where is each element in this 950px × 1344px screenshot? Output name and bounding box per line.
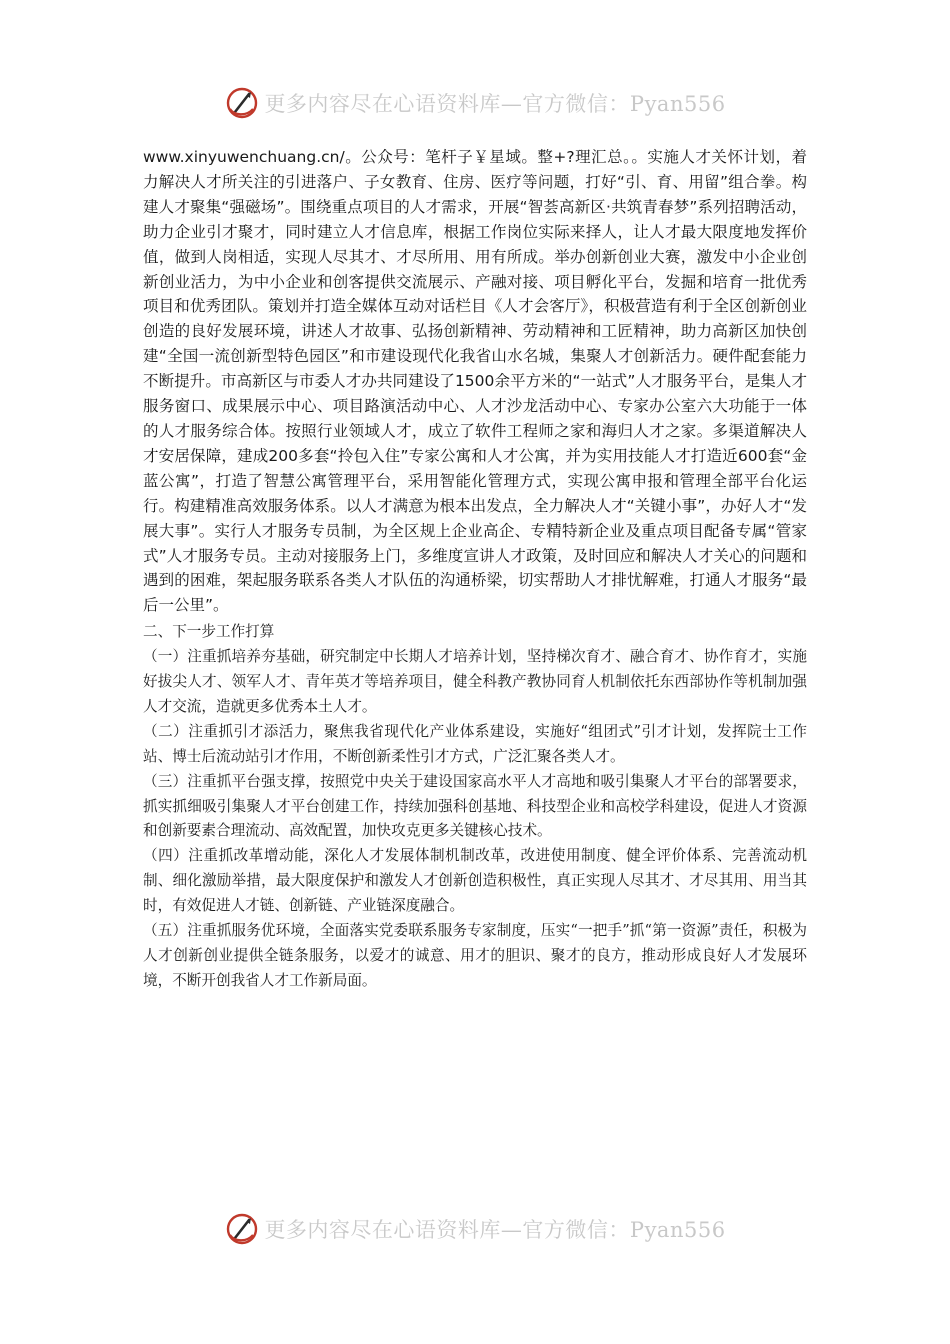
plan-item-5: （五）注重抓服务优环境，全面落实党委联系服务专家制度，压实“一把手”抓“第一资源”责任，积极为人才创新创业提供全链条服务，以爱才的诚意、用才的胆识、聚才的良方，推动形成良好人才发展环境，不断开创我省人才工作新局面。	[143, 922, 807, 989]
header-banner	[0, 83, 950, 123]
footer-banner-text: 更多内容尽在心语资料库—官方微信：Pyan556	[264, 1218, 726, 1242]
pen-swirl-logo-icon	[224, 1211, 260, 1247]
header-banner-text: 更多内容尽在心语资料库—官方微信：Pyan556	[264, 92, 726, 116]
section-heading: 二、下一步工作打算	[143, 623, 275, 641]
plan-item-1: （一）注重抓培养夯基础，研究制定中长期人才培养计划，坚持梯次育才、融合育才、协作育才，实施好拔尖人才、领军人才、青年英才等培养项目，健全科教产教协同育人机制依托东西部协作等机制加强人才交流，造就更多优秀本土人才。	[143, 648, 807, 715]
plan-item-3: （三）注重抓平台强支撑，按照党中央关于建设国家高水平人才高地和吸引集聚人才平台的部署要求，抓实抓细吸引集聚人才平台创建工作，持续加强科创基地、科技型企业和高校学科建设，促进人才资源和创新要素合理流动、高效配置，加快攻克更多关键核心技术。	[143, 772, 807, 840]
plan-item-4: （四）注重抓改革增动能，深化人才发展体制机制改革，改进使用制度、健全评价体系、完善流动机制、细化激励举措，最大限度保护和激发人才创新创造积极性，真正实现人尽其才、才尽其用、用当其时，有效促进人才链、创新链、产业链深度融合。	[143, 847, 807, 915]
document-body	[143, 145, 807, 994]
footer-banner	[0, 1209, 950, 1249]
pen-swirl-logo-icon	[224, 85, 260, 121]
main-paragraph: www.xinyuwenchuang.cn/。公众号：笔杆子￥星域。整+?理汇总。。实施人才关怀计划，着力解决人才所关注的引进落户、子女教育、住房、医疗等问题，打好“引、育、用留”组合拳。构建人才聚集“强磁场”。围绕重点项目的人才需求，开展“智荟高新区·共筑青春梦”系列招聘活动，助力企业引才聚才，同时建立人才信息库，根据工作岗位实际来择人，让人才最大限度地发挥价值，做到人岗相适，实现人尽其才、才尽所用、用有所成。举办创新创业大赛，激发中小企业创新创业活力，为中小企业和创客提供交流展示、产融对接、项目孵化平台，发掘和培育一批优秀项目和优秀团队。策划并打造全媒体互动对话栏目《人才会客厅》，积极营造有利于全区创新创业创造的良好发展环境，讲述人才故事、弘扬创新精神、劳动精神和工匠精神，助力高新区加快创建“全国一流创新型特色园区”和市建设现代化我省山水名城，集聚人才创新活力。硬件配套能力不断提升。市高新区与市委人才办共同建设了1500余平方米的“一站式”人才服务平台，是集人才服务窗口、成果展示中心、项目路演活动中心、人才沙龙活动中心、专家办公室六大功能于一体的人才服务综合体。按照行业领域人才，成立了软件工程师之家和海归人才之家。多渠道解决人才安居保障，建成200多套“拎包入住”专家公寓和人才公寓，并为实用技能人才打造近600套“金蓝公寓”，打造了智慧公寓管理平台，采用智能化管理方式，实现公寓申报和管理全部平台化运行。构建精准高效服务体系。以人才满意为根本出发点，全力解决人才“关键小事”，办好人才“发展大事”。实行人才服务专员制，为全区规上企业高企、专精特新企业及重点项目配备专属“管家式”人才服务专员。主动对接服务上门，多维度宣讲人才政策，及时回应和解决人才关心的问题和遇到的困难，架起服务联系各类人才队伍的沟通桥梁，切实帮助人才排忧解难，打通人才服务“最后一公里”。	[143, 148, 807, 615]
plan-item-2: （二）注重抓引才添活力，聚焦我省现代化产业体系建设，实施好“组团式”引才计划，发挥院士工作站、博士后流动站引才作用，不断创新柔性引才方式，广泛汇聚各类人才。	[143, 722, 807, 765]
